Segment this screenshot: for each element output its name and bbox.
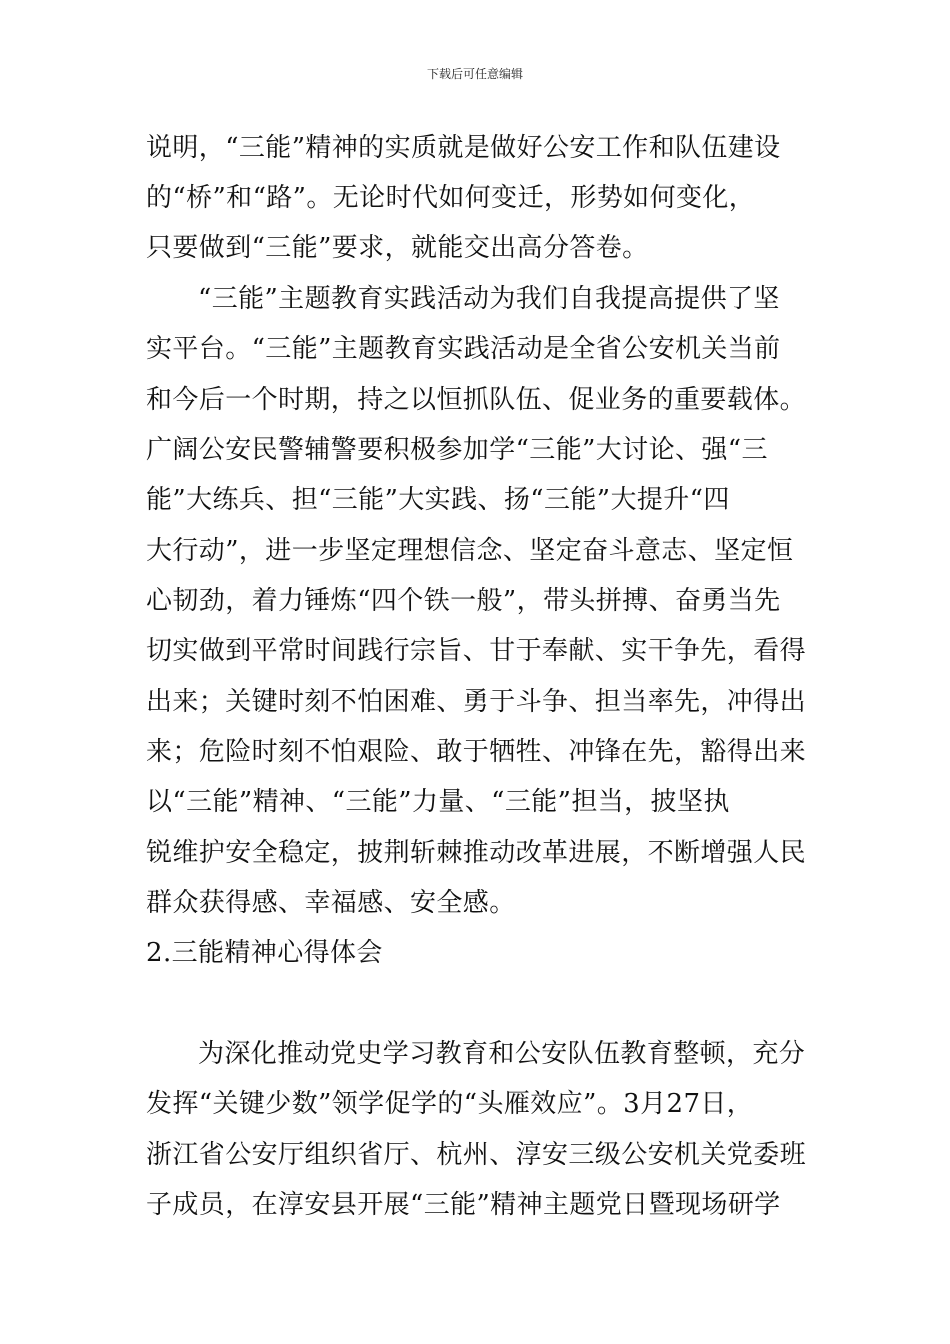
text-line-15: 锐维护安全稳定，披荆斩棘推动改革进展，不断增强人民 (146, 838, 807, 868)
text-line-3: 只要做到“三能”要求，就能交出高分答卷。 (146, 233, 649, 263)
section-heading: 2.三能精神心得体会 (146, 938, 383, 968)
text-line-16: 群众获得感、幸福感、安全感。 (146, 888, 516, 918)
text-line-8: 能”大练兵、担“三能”大实践、扬“三能”大提升“四 (146, 485, 730, 515)
text-line-12: 出来；关键时刻不怕困难、勇于斗争、担当率先，冲得出 (146, 687, 807, 717)
text-line-20: 浙江省公安厅组织省厅、杭州、淳安三级公安机关党委班 (146, 1140, 807, 1170)
download-note: 下载后可任意编辑 (426, 67, 523, 81)
text-line-2: 的“桥”和“路”。无论时代如何变迁，形势如何变化， (146, 183, 756, 213)
text-line-9: 大行动”，进一步坚定理想信念、坚定奋斗意志、坚定恒 (146, 536, 794, 566)
text-line-5: 实平台。“三能”主题教育实践活动是全省公安机关当前 (146, 334, 781, 364)
text-line-21: 子成员，在淳安县开展“三能”精神主题党日暨现场研学 (146, 1190, 781, 1220)
text-line-1: 说明，“三能”精神的实质就是做好公安工作和队伍建设 (146, 133, 781, 163)
text-line-19: 发挥“关键少数”领学促学的“头雁效应”。3月27日， (146, 1089, 754, 1119)
paragraph-3-first-line: 为深化推动党史学习教育和公安队伍教育整顿，充分 (198, 1039, 806, 1069)
text-line-6: 和今后一个时期，持之以恒抓队伍、促业务的重要载体。 (146, 385, 807, 415)
text-line-10: 心韧劲，着力锤炼“四个铁一般”，带头拼搏、奋勇当先 (146, 586, 781, 616)
text-line-14: 以“三能”精神、“三能”力量、“三能”担当，披坚执 (146, 787, 730, 817)
text-line-11: 切实做到平常时间践行宗旨、甘于奉献、实干争先，看得 (146, 636, 807, 666)
text-line-7: 广阔公安民警辅警要积极参加学“三能”大讨论、强“三 (146, 435, 768, 465)
text-line-13: 来；危险时刻不怕艰险、敢于牺牲、冲锋在先，豁得出来 (146, 737, 807, 767)
paragraph-2-first-line: “三能”主题教育实践活动为我们自我提高提供了坚 (198, 284, 780, 314)
